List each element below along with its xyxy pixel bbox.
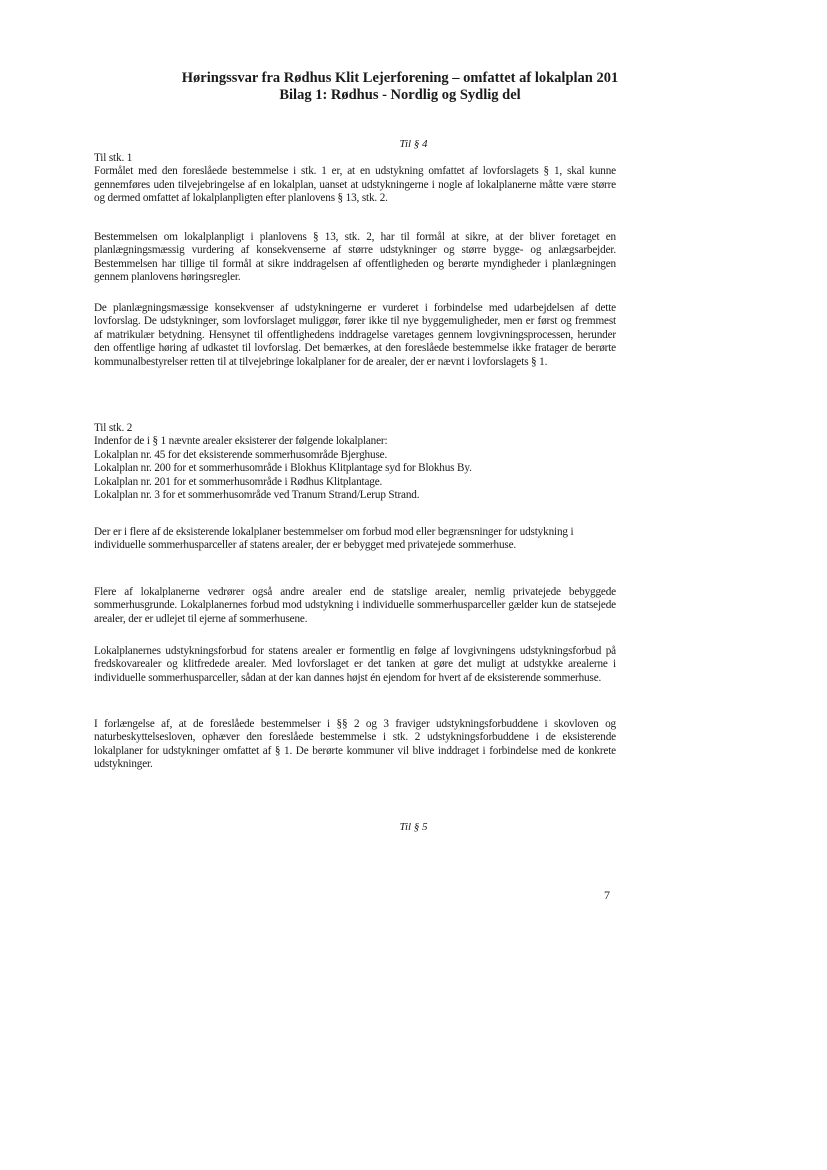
stk2-paragraph-2: Flere af lokalplanerne vedrører også andre arealer end de statslige arealer, nemlig privatejede bebyggede sommerhusgrunde. Lokalplanernes forbud mod udstykning i individuelle sommerhusparceller gælder kun de statsejede arealer, der er udlejet til ejerne af sommerhusene. <box>94 586 616 625</box>
stk2-paragraph-3-block <box>94 645 616 685</box>
stk2-label: Til stk. 2 <box>94 422 133 434</box>
stk1-paragraph-2-block <box>94 231 616 285</box>
lokalplan-item: Lokalplan nr. 200 for et sommerhusområde i Blokhus Klitplantage syd for Blokhus By. <box>94 462 472 475</box>
title-line-2: Bilag 1: Rødhus - Nordlig og Sydlig del <box>279 87 521 103</box>
stk2-paragraph-4-block <box>94 718 616 772</box>
stk1-paragraph-1: Formålet med den foreslåede bestemmelse i stk. 1 er, at en udstykning omfattet af lovforslagets § 1, skal kunne gennemføres uden tilvejebringelse af en lokalplan, uanset at udstykningerne i nogle af lokalplanerne måtte være større og dermed omfattet af lokalplanpligten efter planlovens § 13, stk. 2. <box>94 165 616 205</box>
section-heading-til-4: Til § 4 <box>399 138 428 150</box>
stk1-paragraph-2: Bestemmelsen om lokalplanpligt i planlovens § 13, stk. 2, har til formål at sikre, at der bliver foretaget en planlægningsmæssig vurdering af konsekvenserne af større udstykninger og større bygge- og anlægsarbejder. Bestemmelsen har tillige til formål at sikre inddragelsen af offentligheden og berørte myndigheder i planlægningen gennem planlovens høringsregler. <box>94 231 616 284</box>
lokalplan-item: Lokalplan nr. 201 for et sommerhusområde i Rødhus Klitplantage. <box>94 475 383 488</box>
stk1-paragraph-3-block <box>94 302 616 369</box>
stk2-paragraph-2-block <box>94 586 616 626</box>
lokalplan-item: Lokalplan nr. 3 for et sommerhusområde ved Tranum Strand/Lerup Strand. <box>94 489 420 502</box>
stk1-block <box>94 152 616 206</box>
stk1-paragraph-3: De planlægningsmæssige konsekvenser af udstykningerne er vurderet i forbindelse med udarbejdelsen af dette lovforslag. De udstykninger, som lovforslaget muliggør, fører ikke til nye byggemuligheder, men er først og fremmest af matrikulær betydning. Hensynet til offentlighedens inddragelse varetages gennem lovgivningsprocessen, herunder den offentlige høring af udkastet til lovforslag. Det bemærkes, at den foreslåede bestemmelse ikke fratager de berørte kommunalbestyrelser retten til at tilvejebringe lokalplaner for de arealer, der er nævnt i lovforslagets § 1. <box>94 302 616 368</box>
document-title <box>90 70 710 104</box>
title-line-1: Høringssvar fra Rødhus Klit Lejerforening – omfattet af lokalplan 201 <box>181 70 619 86</box>
page-number: 7 <box>604 888 610 902</box>
section-heading-til-5: Til § 5 <box>399 821 428 833</box>
stk2-paragraph-1: Der er i flere af de eksisterende lokalplaner bestemmelser om forbud mod eller begrænsninger for udstykning i individuelle sommerhusparceller af statens arealer, der er bebygget med privatejede sommerhuse. <box>94 526 574 552</box>
stk1-label: Til stk. 1 <box>94 152 133 164</box>
stk2-intro: Indenfor de i § 1 nævnte arealer eksisterer der følgende lokalplaner: <box>94 435 388 448</box>
stk2-paragraph-1-block <box>94 526 616 553</box>
stk2-paragraph-3: Lokalplanernes udstykningsforbud for statens arealer er formentlig en følge af lovgivningens udstykningsforbud på fredskovarealer og klitfredede arealer. Med lovforslaget er det tanken at gøre det muligt at udstykke arealerne i individuelle sommerhusparceller, sådan at der kan dannes højst én ejendom for hvert af de eksisterende sommerhuse. <box>94 645 616 684</box>
stk2-paragraph-4: I forlængelse af, at de foreslåede bestemmelser i §§ 2 og 3 fraviger udstykningsforbuddene i skovloven og naturbeskyttelsesloven, ophæver den foreslåede bestemmelse i stk. 2 udstykningsforbuddene i de eksisterende lokalplaner for udstykninger omfattet af § 1. De berørte kommuner vil blive inddraget i forbindelse med de konkrete udstykninger. <box>94 718 616 771</box>
stk2-block <box>94 422 616 502</box>
lokalplan-item: Lokalplan nr. 45 for det eksisterende sommerhusområde Bjerghuse. <box>94 448 388 461</box>
